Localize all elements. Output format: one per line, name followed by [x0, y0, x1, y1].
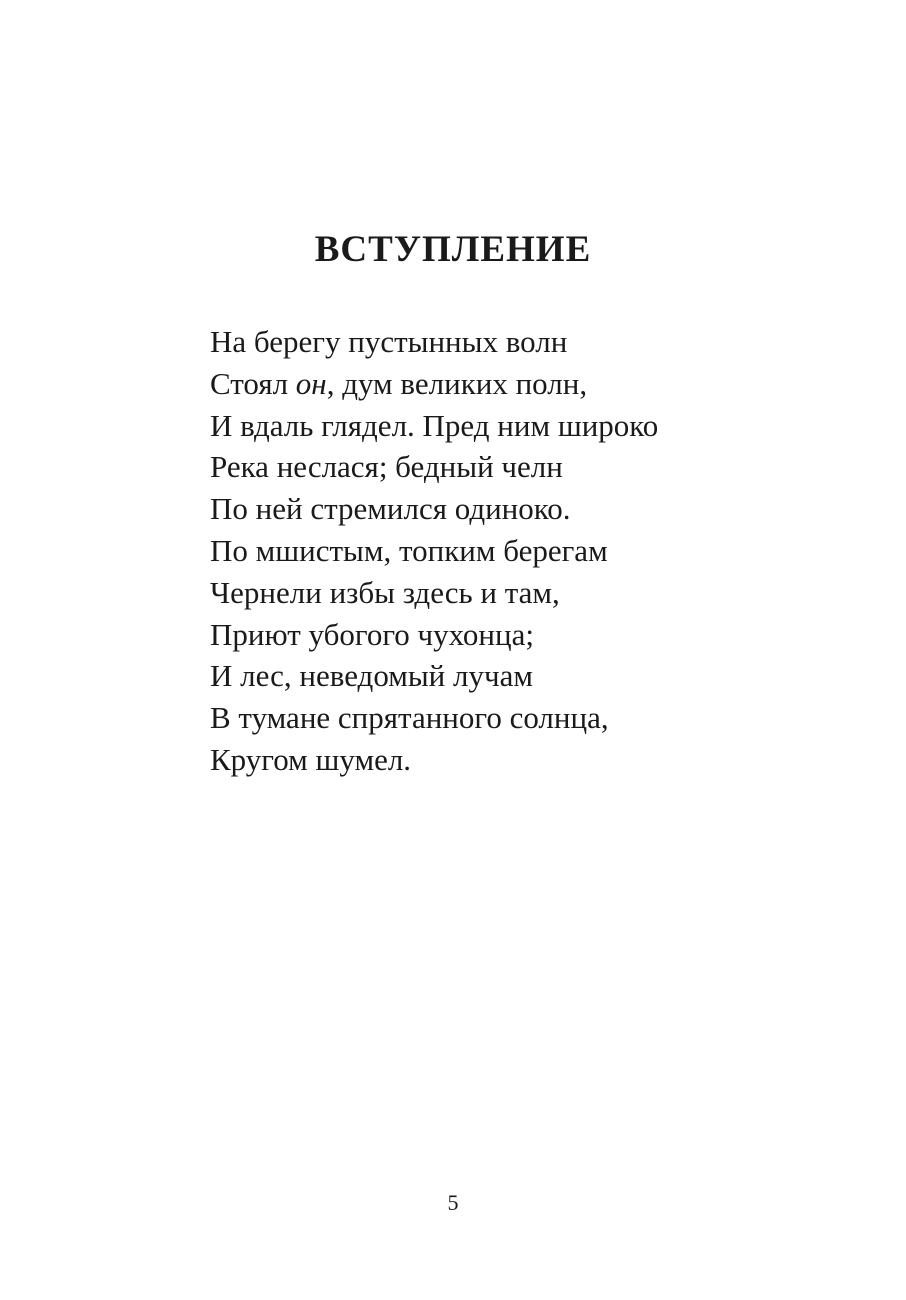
verse-line-3: И вдаль глядел. Пред ним широко: [210, 407, 659, 443]
page-number: 5: [447, 1190, 459, 1215]
verse-line-7: Чернели избы здесь и там,: [210, 574, 560, 610]
verse-line-8: Приют убогого чухонца;: [210, 616, 534, 652]
verse-line-9: И лес, неведомый лучам: [210, 658, 533, 694]
poem-stanza: [210, 321, 830, 781]
verse-line-2: [210, 363, 830, 405]
verse-line-11: Кругом шумел.: [210, 741, 412, 777]
verse-line-6: По мшистым, топким берегам: [210, 532, 608, 568]
verse-line-5: По ней стремился одиноко.: [210, 491, 571, 527]
verse-line-2-start: Стоял: [210, 365, 296, 401]
poem-title: ВСТУПЛЕНИЕ: [314, 229, 592, 270]
verse-line-2-end: , дум великих полн,: [326, 365, 588, 401]
verse-line-1: На берегу пустынных волн: [210, 324, 568, 359]
verse-line-4: Река неслася; бедный челн: [210, 449, 563, 485]
italic-word-on: он: [295, 365, 327, 401]
verse-line-10: В тумане спрятанного солнца,: [210, 700, 609, 736]
